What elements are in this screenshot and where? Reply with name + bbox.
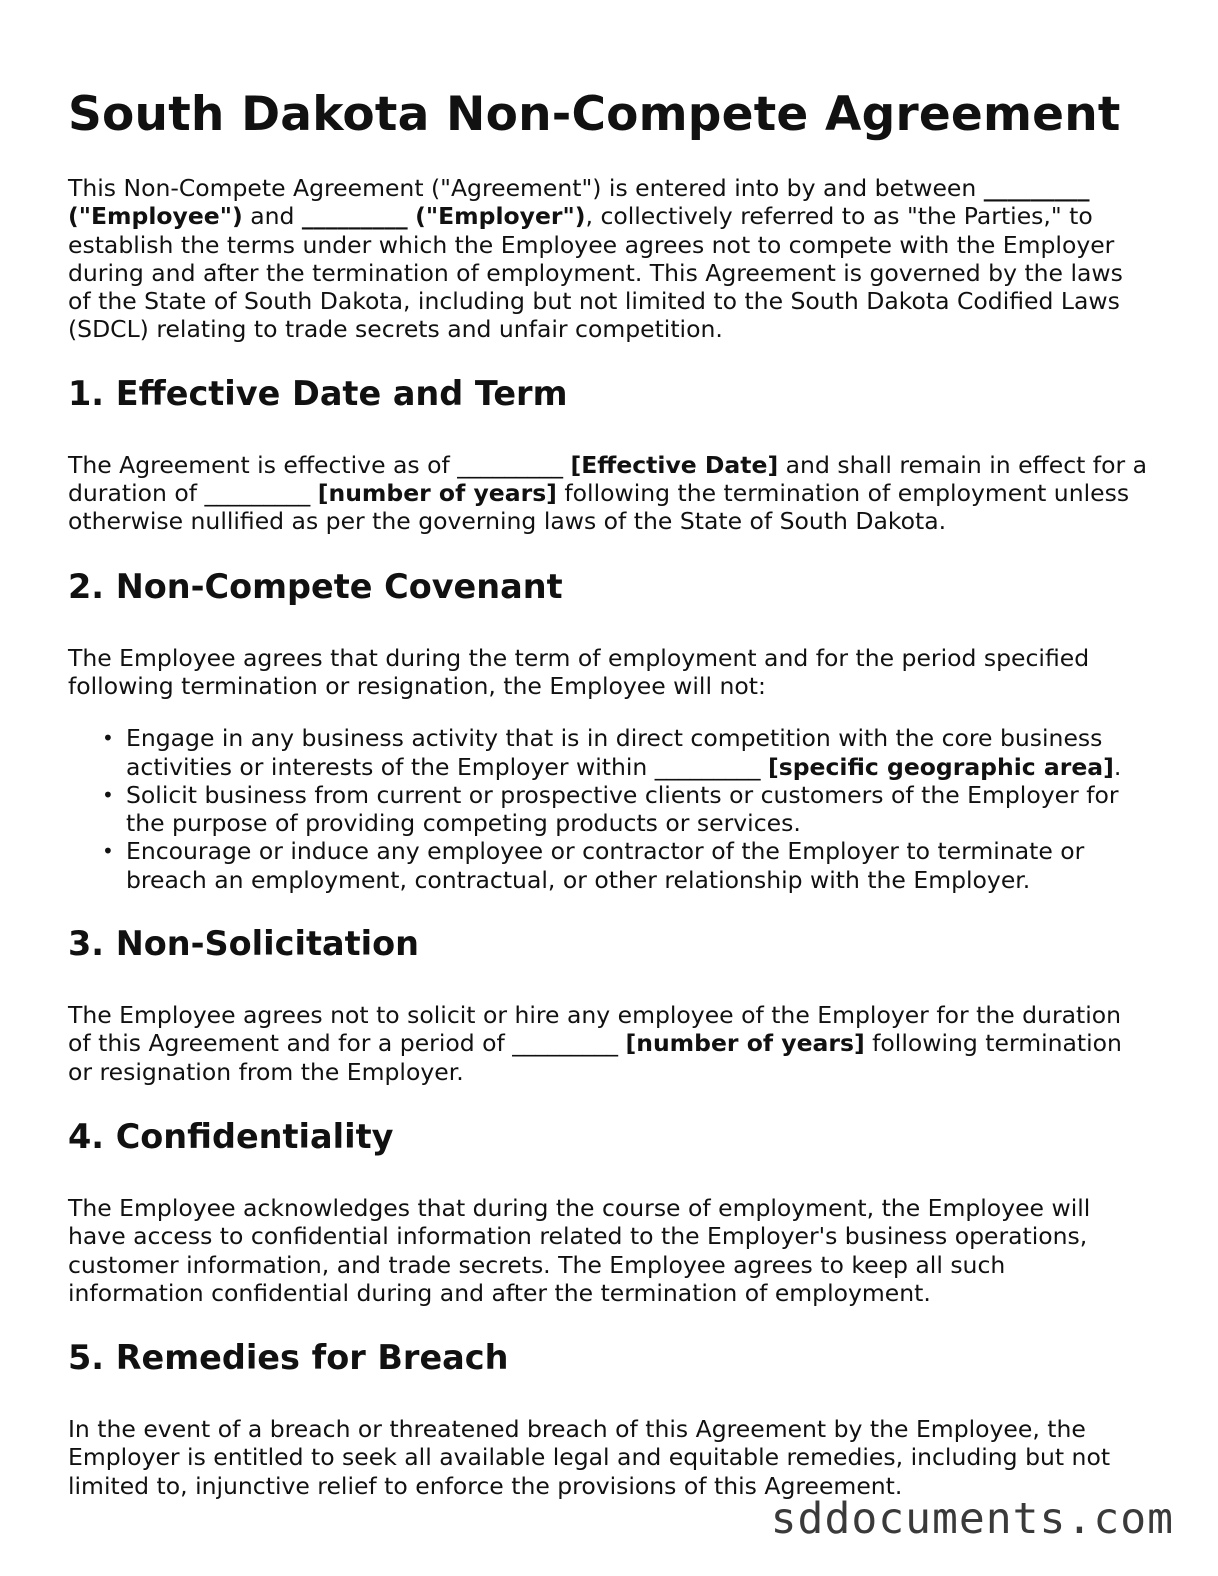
section-5-heading: 5. Remedies for Breach	[68, 1338, 509, 1378]
section-4-paragraph: The Employee acknowledges that during the course of employment, the Employee will have access to confidential information related to the Employer's business operations, customer information, and trade secrets. The Employee agrees to keep all such information confidential during and after the termination of employment.	[68, 1193, 1091, 1307]
section-3-paragraph	[68, 1001, 1148, 1086]
s3-text-2: following termination or resignation from the Employer.	[68, 1029, 1122, 1086]
item-2-text: Solicit business from current or prospective clients or customers of the Employer for the purpose of providing competing products or services.	[126, 780, 1119, 838]
bullet-icon: •	[102, 726, 114, 751]
years-label: [number of years]	[625, 1029, 865, 1058]
employer-blank: _________	[301, 202, 408, 231]
non-compete-list	[68, 724, 1148, 894]
section-1-heading: 1. Effective Date and Term	[68, 373, 568, 413]
employee-label: ("Employee")	[68, 202, 243, 231]
list-item	[102, 724, 1148, 781]
intro-text-2: and	[242, 202, 302, 231]
duration-label: [number of years]	[317, 479, 557, 508]
employee-blank: _________	[983, 174, 1090, 202]
intro-paragraph	[68, 174, 1148, 344]
document-page	[68, 82, 1148, 1500]
s3-text-1: The Employee agrees not to solicit or hire any employee of the Employer for the duration of this Agreement and for a period of	[68, 1001, 1122, 1058]
item-3-text: Encourage or induce any employee or contractor of the Employer to terminate or breach an employment, contractual, or other relationship with the Employer.	[126, 837, 1085, 894]
document-title: South Dakota Non-Compete Agreement	[68, 87, 1121, 142]
section-2-intro: The Employee agrees that during the term of employment and for the period specified following termination or resignation, the Employee will not:	[68, 643, 1090, 700]
bullet-icon: •	[102, 839, 114, 864]
item-1-text-1: Engage in any business activity that is in direct competition with the core business activities or interests of the Employer within	[126, 724, 1103, 781]
s1-text-2: and shall remain in effect for a duration of	[68, 450, 1147, 508]
intro-text-1: This Non-Compete Agreement ("Agreement") is entered into by and between	[68, 174, 984, 202]
s1-text-3: following the termination of employment unless otherwise nullified as per the governing laws of the State of South Dakota.	[68, 479, 1130, 536]
section-5-paragraph: In the event of a breach or threatened breach of this Agreement by the Employee, the Employer is entitled to seek all available legal and equitable remedies, including but not limited to, injunctive relief to enforce the provisions of this Agreement.	[68, 1415, 1111, 1500]
section-3-heading: 3. Non-Solicitation	[68, 924, 419, 964]
s1-text-1: The Agreement is effective as of	[68, 450, 458, 479]
section-1-paragraph	[68, 451, 1148, 536]
duration-blank: _________	[204, 479, 311, 508]
geo-area-label: [specific geographic area]	[768, 752, 1114, 781]
employer-label: ("Employer")	[415, 202, 586, 231]
section-4-heading: 4. Confidentiality	[68, 1116, 394, 1156]
site-watermark: sddocuments.com	[770, 1494, 1174, 1544]
list-item	[102, 780, 1148, 838]
intro-text-3: , collectively referred to as "the Parties," to establish the terms under which the Employee agrees not to compete with the Employer during and after the termination of employment. This Agreement is governed by the laws of the State of South Dakota, including but not limited to the South Dakota Codified Laws (SDCL) relating to trade secrets and unfair competition.	[68, 202, 1123, 344]
geo-area-blank: _________	[654, 752, 761, 781]
list-item	[102, 837, 1148, 894]
effective-date-label: [Effective Date]	[570, 450, 779, 479]
section-2-heading: 2. Non-Compete Covenant	[68, 566, 563, 606]
bullet-icon: •	[102, 782, 114, 807]
item-1-text-2: .	[1113, 752, 1122, 781]
effective-date-blank: _________	[457, 450, 563, 479]
years-blank: _________	[512, 1029, 618, 1058]
